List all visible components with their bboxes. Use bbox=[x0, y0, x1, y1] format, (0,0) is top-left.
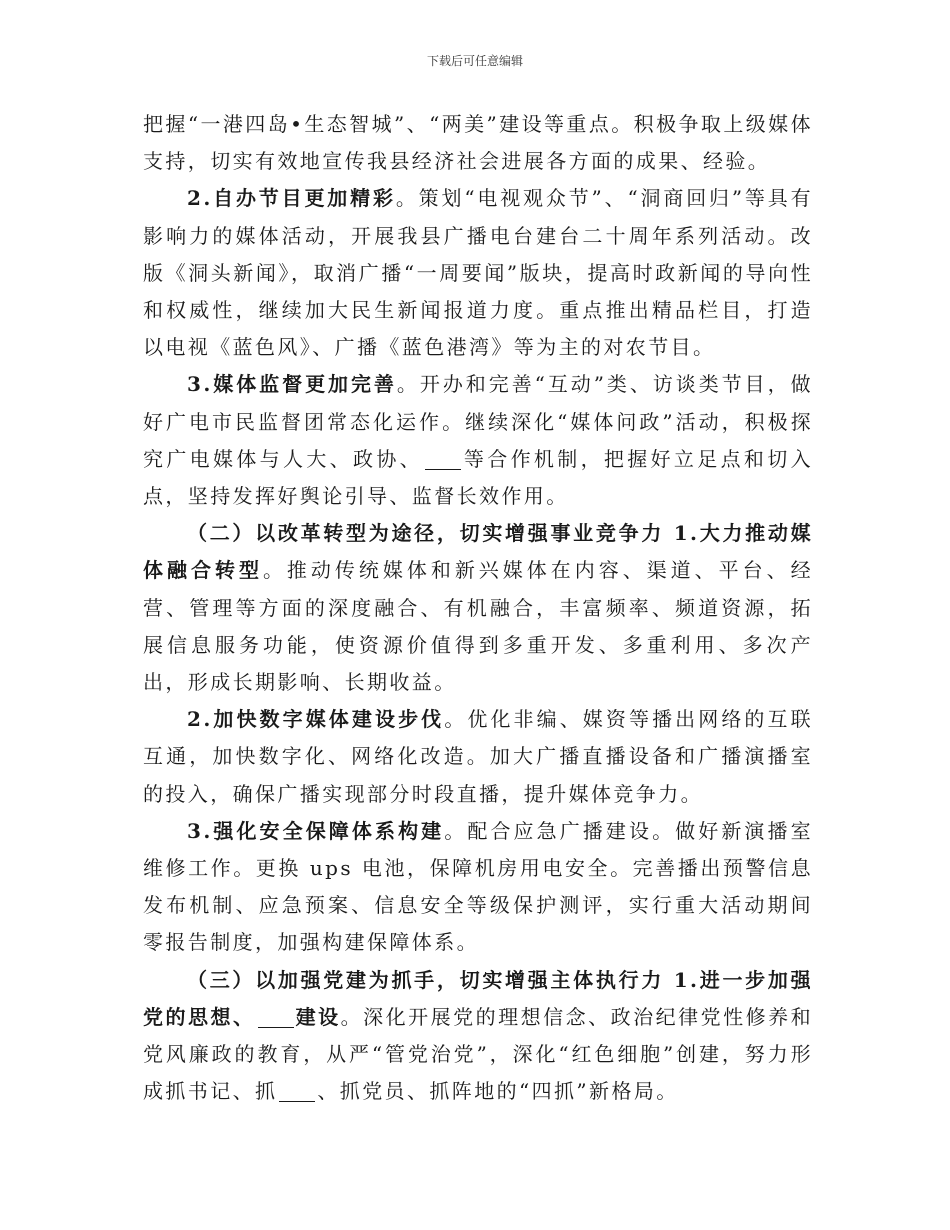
paragraph-6 bbox=[143, 813, 813, 962]
paragraph-text: 。优化非编、媒资等播出网络的互联互通，加快数字化、网络化改造。加大广播直播设备和广播演播室的投入，确保广播实现部分时段直播，提升媒体竞争力。 bbox=[143, 707, 813, 806]
section-heading: 2.加快数字媒体建设步伐 bbox=[187, 707, 445, 732]
paragraph-text: 。推动传统媒体和新兴媒体在内容、渠道、平台、经营、管理等方面的深度融合、有机融合，丰富频率、频道资源，拓展信息服务功能，使资源价值得到多重开发、多重利用、多次产出，形成长期影响、长期收益。 bbox=[143, 558, 814, 695]
section-heading: （二）以改革转型为途径，切实增强事业竞争力 1.大力推动媒体融合转型 bbox=[143, 521, 813, 583]
section-heading: （三）以加强党建为抓手，切实增强主体执行力 1.进一步加强党的思想、 bbox=[143, 967, 813, 1029]
fill-in-blank bbox=[279, 1079, 315, 1102]
paragraph-text: 。配合应急广播建设。做好新演播室维修工作。更换 ups 电池，保障机房用电安全。完善播出预警信息发布机制、应急预案、信息安全等级保护测评，实行重大活动期间零报告制度，加强构建保障体系。 bbox=[143, 818, 813, 955]
paragraph-1 bbox=[143, 106, 813, 180]
paragraph-4 bbox=[143, 515, 813, 701]
section-heading: 2.自办节目更加精彩 bbox=[187, 186, 396, 211]
page-header: 下载后可任意编辑 bbox=[426, 54, 523, 68]
paragraph-text: 把握“一港四岛•生态智城”、“两美”建设等重点。积极争取上级媒体支持，切实有效地宣传我县经济社会进展各方面的成果、经验。 bbox=[143, 112, 813, 174]
paragraph-7 bbox=[143, 962, 813, 1111]
fill-in-blank bbox=[425, 447, 461, 470]
document-body bbox=[143, 106, 813, 1110]
paragraph-text: 。深化开展党的理想信念、政治纪律党性修养和党风廉政的教育，从严“管党治党”，深化“红色细胞”创建，努力形成抓书记、抓 bbox=[143, 1004, 813, 1104]
section-heading: 3.媒体监督更加完善 bbox=[187, 372, 397, 397]
paragraph-2 bbox=[143, 180, 813, 366]
section-heading: 3.强化安全保障体系构建 bbox=[187, 818, 445, 843]
paragraph-text: 、抓党员、抓阵地的“四抓”新格局。 bbox=[317, 1079, 679, 1104]
section-heading: 建设 bbox=[295, 1004, 341, 1029]
paragraph-text: 。策划“电视观众节”、“洞商回归”等具有影响力的媒体活动，开展我县广播电台建台二十周年系列活动。改版《洞头新闻》，取消广播“一周要闻”版块，提高时政新闻的导向性和权威性，继续加大民生新闻报道力度。重点推出精品栏目，打造以电视《蓝色风》、广播《蓝色港湾》等为主的对农节目。 bbox=[143, 186, 813, 360]
paragraph-text: 。开办和完善“互动”类、访谈类节目，做好广电市民监督团常态化运作。继续深化“媒体问政”活动，积极探究广电媒体与人大、政协、 bbox=[143, 372, 813, 471]
paragraph-5 bbox=[143, 701, 813, 813]
paragraph-3 bbox=[143, 366, 813, 515]
fill-in-blank bbox=[258, 1005, 294, 1028]
paragraph-text: 等合作机制，把握好立足点和切入点，坚持发挥好舆论引导、监督长效作用。 bbox=[143, 446, 813, 509]
